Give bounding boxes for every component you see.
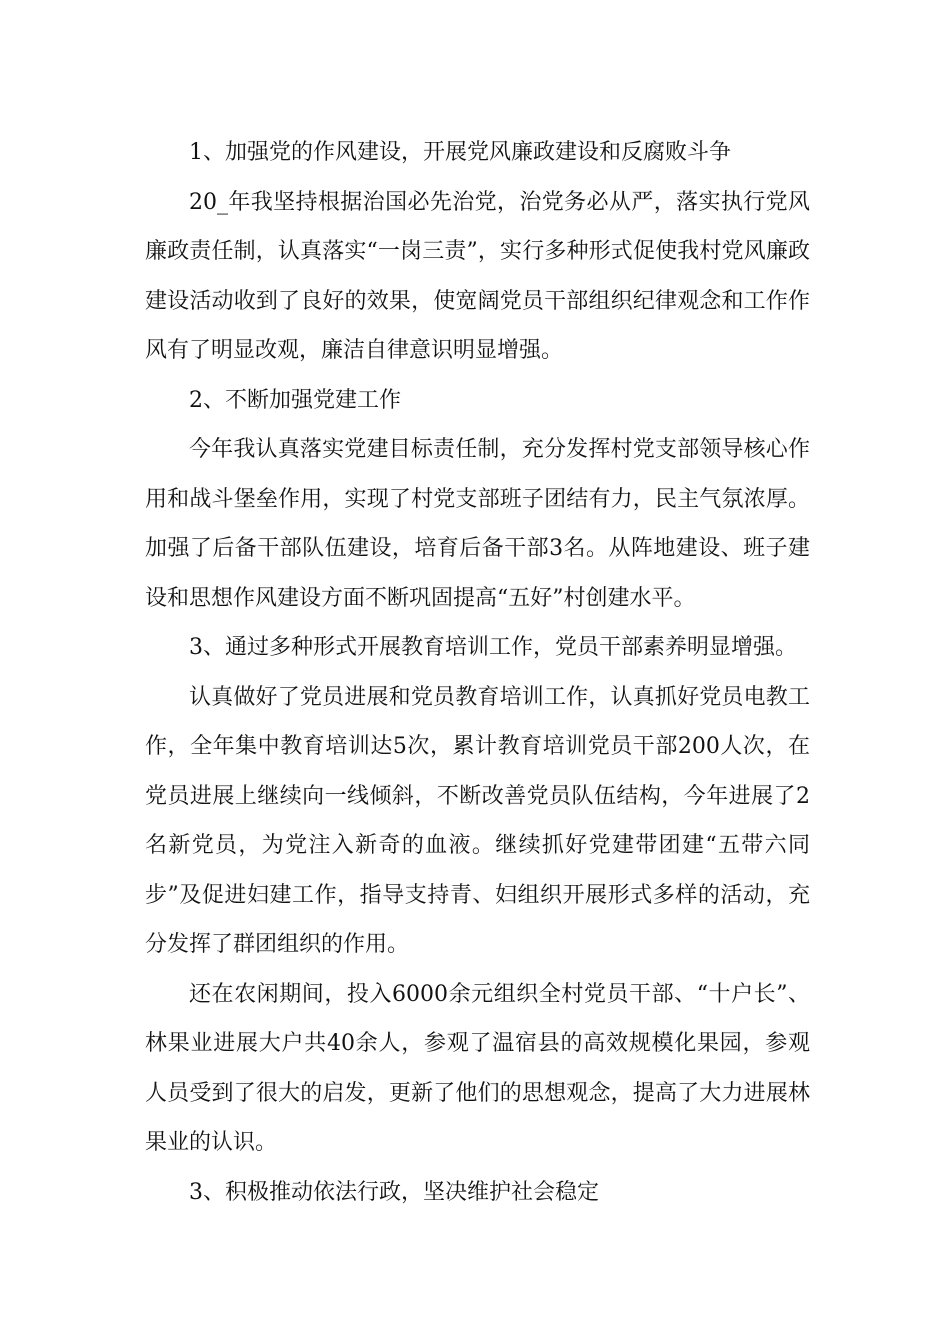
- section-1-paragraph-1: 20_年我坚持根据治国必先治党，治党务必从严，落实执行党风廉政责任制，认真落实“一岗三责”，实行多种形式促使我村党风廉政建设活动收到了良好的效果，使宽阔党员干部组织纪律观念和工作作风有了明显改观，廉洁自律意识明显增强。: [145, 189, 810, 363]
- section-heading-2: 2、不断加强党建工作: [189, 387, 401, 413]
- section-2-paragraph-1: 今年我认真落实党建目标责任制，充分发挥村党支部领导核心作用和战斗堡垒作用，实现了村党支部班子团结有力，民主气氛浓厚。加强了后备干部队伍建设，培育后备干部3名。从阵地建设、班子建设和思想作风建设方面不断巩固提高“五好”村创建水平。: [145, 437, 810, 611]
- section-heading-4: 3、积极推动依法行政，坚决维护社会稳定: [189, 1179, 599, 1205]
- section-heading-3: 3、通过多种形式开展教育培训工作，党员干部素养明显增强。: [189, 635, 797, 660]
- section-3-paragraph-1: 认真做好了党员进展和党员教育培训工作，认真抓好党员电教工作，全年集中教育培训达5次，累计教育培训党员干部200人次，在党员进展上继续向一线倾斜，不断改善党员队伍结构，今年进展了2名新党员，为党注入新奇的血液。继续抓好党建带团建“五带六同步”及促进妇建工作，指导支持青、妇组织开展形式多样的活动，充分发挥了群团组织的作用。: [145, 684, 810, 957]
- section-heading-1: 1、加强党的作风建设，开展党风廉政建设和反腐败斗争: [189, 140, 731, 165]
- section-3-paragraph-2: 还在农闲期间，投入6000余元组织全村党员干部、“十户长”、林果业进展大户共40余人，参观了温宿县的高效规模化果园，参观人员受到了很大的启发，更新了他们的思想观念，提高了大力进展林果业的认识。: [145, 981, 810, 1155]
- document-body: [145, 128, 810, 1217]
